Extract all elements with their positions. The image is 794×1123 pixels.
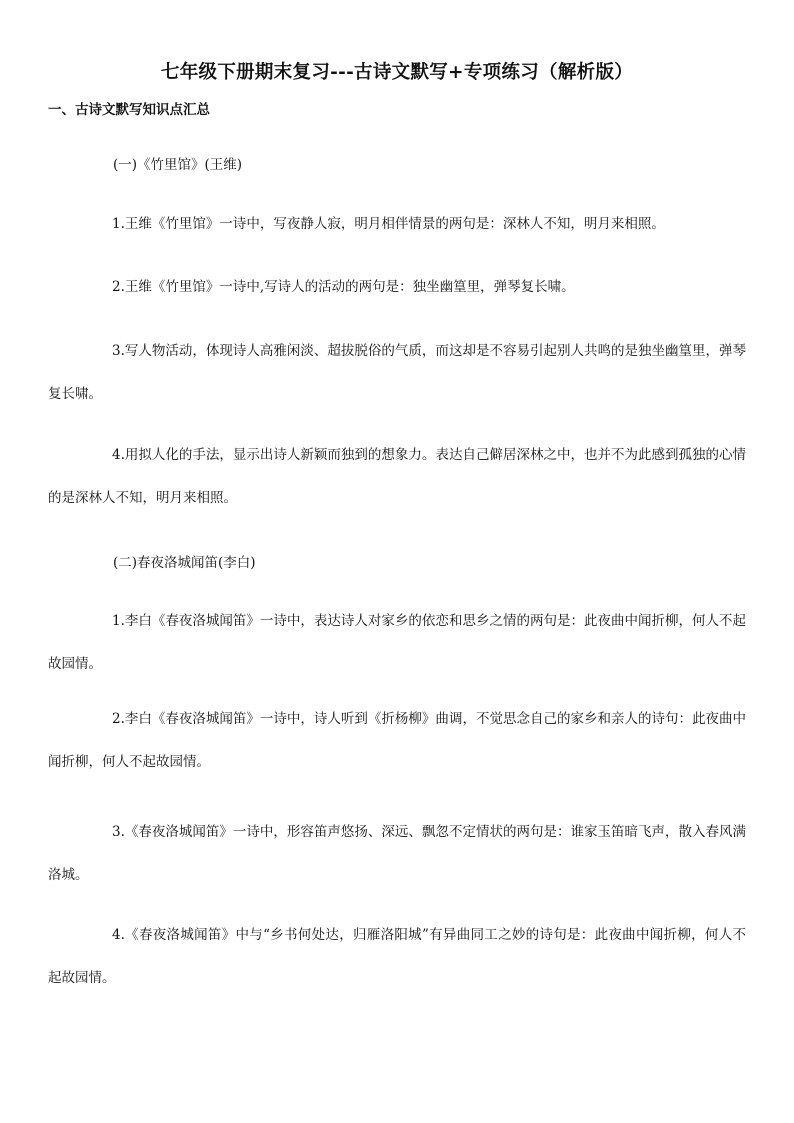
section-heading: 一、古诗文默写知识点汇总 (48, 102, 210, 118)
group-heading-zhuliguan: (一)《竹里馆》(王维) (113, 157, 243, 173)
group-heading-chunye: (二)春夜洛城闻笛(李白) (113, 555, 256, 571)
list-item: 3.《春夜洛城闻笛》一诗中，形容笛声悠扬、深远、飘忽不定情状的两句是：谁家玉笛暗飞声，散入春风满洛城。 (48, 824, 746, 883)
list-item: 1.王维《竹里馆》一诗中，写夜静人寂，明月相伴情景的两句是：深林人不知，明月来相照。 (112, 216, 665, 232)
list-item: 4.用拟人化的手法，显示出诗人新颖而独到的想象力。表达自己僻居深林之中，也并不为此感到孤独的心情的是深林人不知，明月来相照。 (48, 447, 746, 506)
list-item: 3.写人物活动，体现诗人高雅闲淡、超拔脱俗的气质，而这却是不容易引起别人共鸣的是独坐幽篁里，弹琴复长啸。 (48, 343, 746, 402)
list-item: 2.李白《春夜洛城闻笛》一诗中，诗人听到《折杨柳》曲调，不觉思念自己的家乡和亲人的诗句：此夜曲中闻折柳，何人不起故园情。 (48, 711, 746, 770)
list-item: 1.李白《春夜洛城闻笛》一诗中，表达诗人对家乡的依恋和思乡之情的两句是：此夜曲中闻折柳，何人不起故园情。 (48, 613, 746, 672)
list-item: 2.王维《竹里馆》一诗中,写诗人的活动的两句是：独坐幽篁里，弹琴复长啸。 (112, 279, 575, 295)
list-item: 4.《春夜洛城闻笛》中与“乡书何处达，归雁洛阳城”有异曲同工之妙的诗句是：此夜曲中闻折柳，何人不起故园情。 (48, 927, 746, 986)
document-title: 七年级下册期末复习---古诗文默写+专项练习（解析版） (160, 62, 634, 83)
